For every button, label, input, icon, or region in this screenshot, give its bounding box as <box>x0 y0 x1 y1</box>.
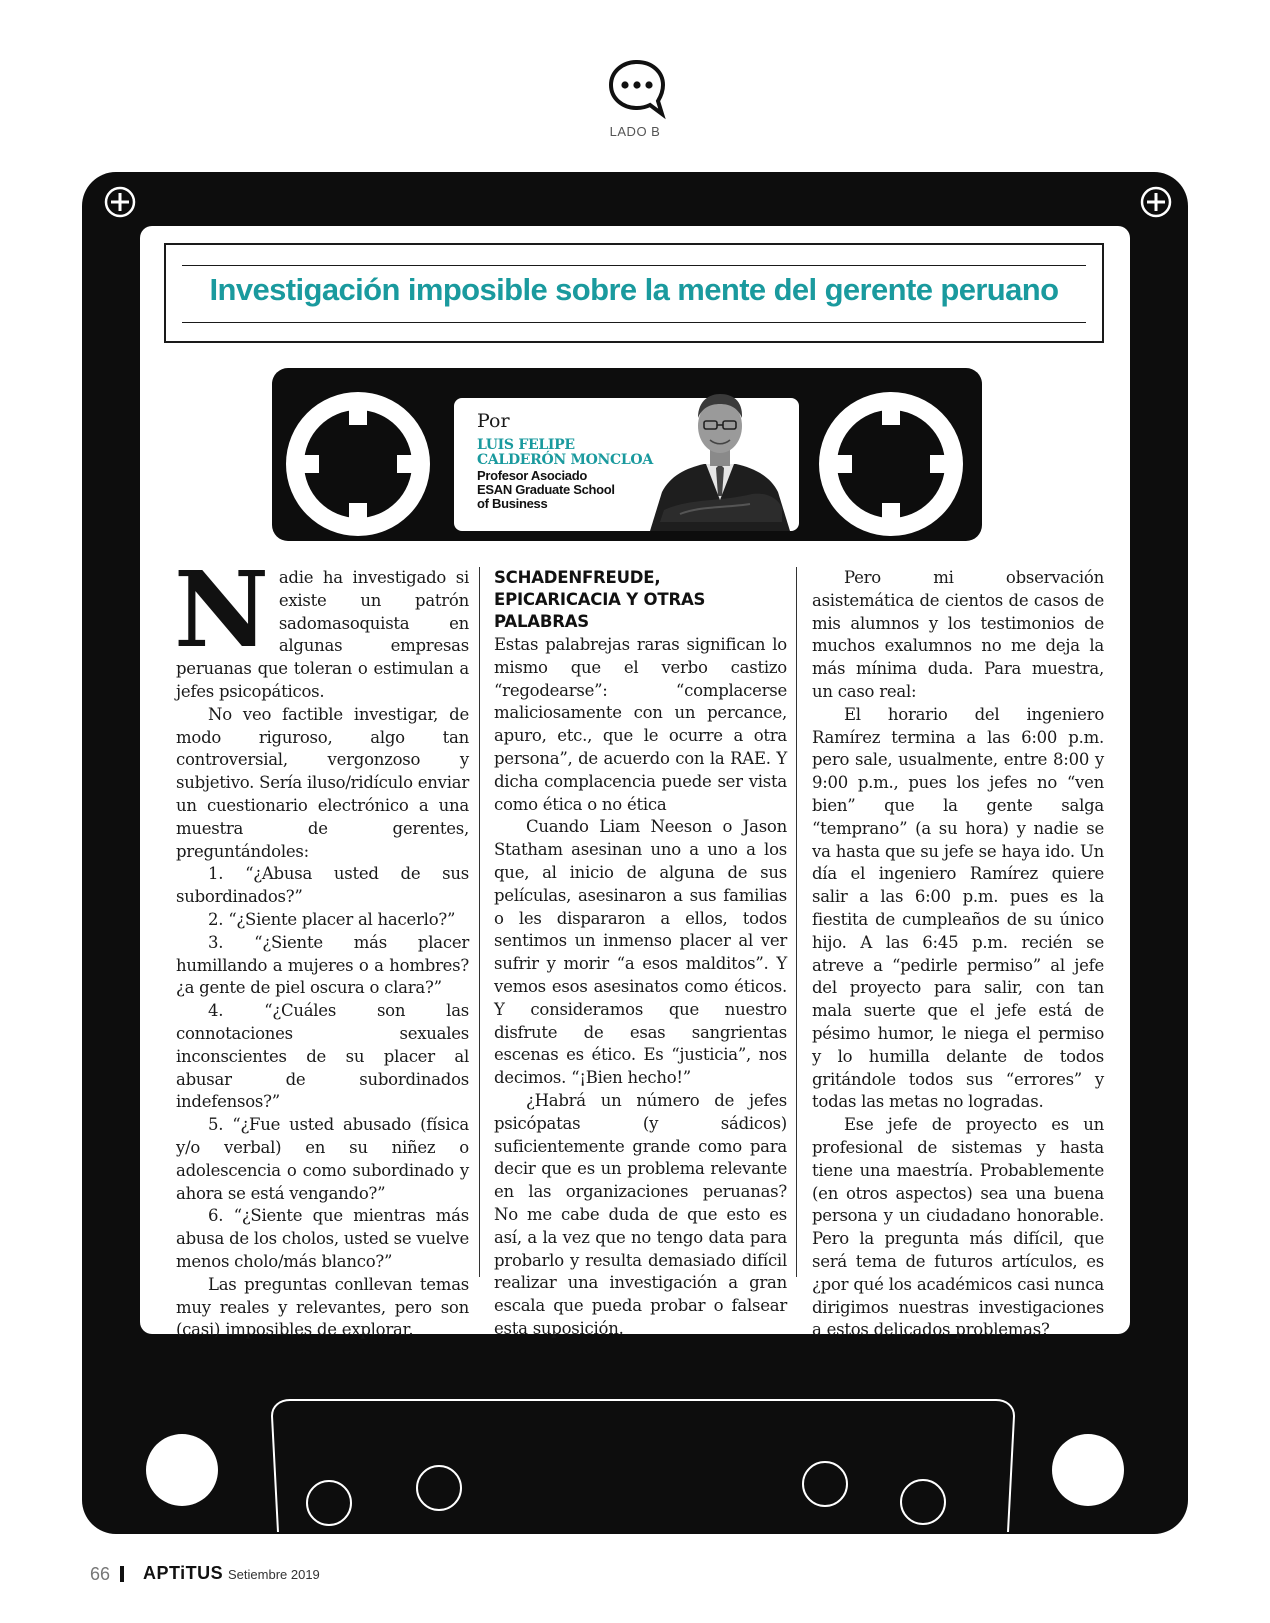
footer-separator <box>120 1566 124 1582</box>
issue-date: Setiembre 2019 <box>228 1567 320 1582</box>
paragraph: ¿Habrá un número de jefes psicópatas (y sádicos) suficientemente grande como para decir que es un problema relevante en las organizaciones peruanas? No me cabe duda de que esto es así, a la vez que no tengo data para probarlo y resulta demasiado difícil realizar una investigación a gran escala que pueda probar o falsear esta suposición. <box>494 1090 787 1338</box>
article-column-1 <box>174 548 469 1342</box>
cassette-hole-left <box>146 1434 218 1506</box>
page-number: 66 <box>90 1564 111 1584</box>
tape-reel-icon <box>816 389 966 539</box>
question-item: 5. “¿Fue usted abusado (física y/o verbal) en su niñez o adolescencia o como subordinado y ahora se está vengando?” <box>176 1115 469 1203</box>
paragraph: Pero mi observación asistemática de cientos de casos de mis alumnos y los testimonios de muchos exalumnos no me deja la más mínima duda. Para muestra, un caso real: <box>812 568 1104 701</box>
paragraph: Las preguntas conllevan temas muy reales y relevantes, pero son (casi) imposibles de explorar. <box>176 1274 469 1340</box>
speech-bubble-dots-icon <box>607 58 667 120</box>
title-rule-bottom <box>182 322 1086 323</box>
author-organization <box>477 483 657 511</box>
title-rule-top <box>182 265 1086 266</box>
author-name-line: LUIS FELIPE <box>477 437 575 453</box>
paragraph: El horario del ingeniero Ramírez termina a las 6:00 p.m. pero sale, usualmente, entre 8:00 y 9:00 p.m., pues los jefes no “ven bien” que la gente salga “temprano” (a su hora) y nadie se va hasta que su jefe se haya ido. Un día el ingeniero Ramírez quiere salir a las 6:00 p.m. pues es la fiestita de cumpleaños de su único hijo. A las 6:45 p.m. recién se atreve a “pedirle permiso” al jefe del proyecto para salir, con tan mala suerte que el jefe está de pésimo humor, le niega el permiso y lo humilla delante de todos gritándole todos sus “errores” y todas las metas no logradas. <box>812 704 1104 1112</box>
plus-screw-icon <box>104 186 136 218</box>
column-divider <box>796 567 797 1277</box>
tape-reel-icon <box>283 389 433 539</box>
article-title: Investigación imposible sobre la mente del gerente peruano <box>209 272 1059 307</box>
paragraph: Estas palabrejas raras significan lo mismo que el verbo castizo “regodearse”: “complacerse maliciosamente con un percance, apuro, etc., que le ocurre a otra persona”, de acuerdo con la RAE. Y dicha complacencia puede ser vista como ética o no ética <box>494 635 787 814</box>
author-role: Profesor Asociado <box>477 468 588 483</box>
cassette-guide-ring <box>802 1461 848 1507</box>
author-org-line: ESAN Graduate School <box>477 482 615 497</box>
cassette-guide-ring <box>416 1465 462 1511</box>
magazine-name: APTiTUS <box>143 1563 224 1583</box>
article-column-2 <box>494 567 787 1341</box>
drop-cap: N <box>174 548 269 671</box>
question-item: 6. “¿Siente que mientras más abusa de los cholos, usted se vuelve menos cholo/más blanco?” <box>176 1206 469 1271</box>
question-item: 3. “¿Siente más placer humillando a mujeres o a hombres? ¿a gente de piel oscura o clara?” <box>176 932 469 998</box>
question-item: 2. “¿Siente placer al hacerlo?” <box>208 909 456 929</box>
cassette-hole-right <box>1052 1434 1124 1506</box>
cassette-guide-ring <box>900 1479 946 1525</box>
author-org-line: of Business <box>477 496 548 511</box>
paragraph: Ese jefe de proyecto es un profesional de sistemas y hasta tiene una maestría. Probablemente (en otros aspectos) sea una buena persona y un ciudadano honorable. Pero la pregunta más difícil, que será tema de futuros artículos, es ¿por qué los académicos casi nunca dirigimos nuestras investigaciones a estos delicados problemas? <box>812 1115 1104 1340</box>
paragraph-text: adie ha investigado si existe un patrón sadomasoquista en algunas empresas peruanas que toleran o estimulan a jefes psicopáticos. <box>176 568 469 701</box>
paragraph <box>174 548 469 704</box>
question-item: 4. “¿Cuáles son las connotaciones sexuales inconscientes de su placer al abusar de subordinados indefensos?” <box>176 1001 469 1112</box>
section-label: LADO B <box>609 124 661 139</box>
author-byline: Por <box>477 410 510 432</box>
question-item: 1. “¿Abusa usted de sus subordinados?” <box>176 864 469 907</box>
author-name <box>477 438 677 468</box>
paragraph: Cuando Liam Neeson o Jason Statham asesinan uno a uno a los que, al inicio de alguna de sus películas, asesinaron a sus familias o les dispararon a ellos, todos sentimos un inmenso placer al ver sufrir y morir “a esos malditos”. Y vemos esos asesinatos como éticos. Y consideramos que nuestro disfrute de esas sangrientas escenas es ético. Es “justicia”, nos decimos. “¡Bien hecho!” <box>494 817 787 1088</box>
author-name-line: CALDERÓN MONCLOA <box>477 452 653 468</box>
article-column-3 <box>812 567 1104 1342</box>
section-subhead: SCHADENFREUDE, EPICARICACIA Y OTRAS PALABRAS <box>494 568 706 631</box>
plus-screw-icon <box>1140 186 1172 218</box>
cassette-guide-ring <box>306 1480 352 1526</box>
paragraph: No veo factible investigar, de modo riguroso, algo tan controversial, vergonzoso y subjetivo. Sería iluso/ridículo enviar un cuestionario electrónico a una muestra de gerentes, preguntándoles: <box>176 704 469 861</box>
column-divider <box>479 567 480 1277</box>
